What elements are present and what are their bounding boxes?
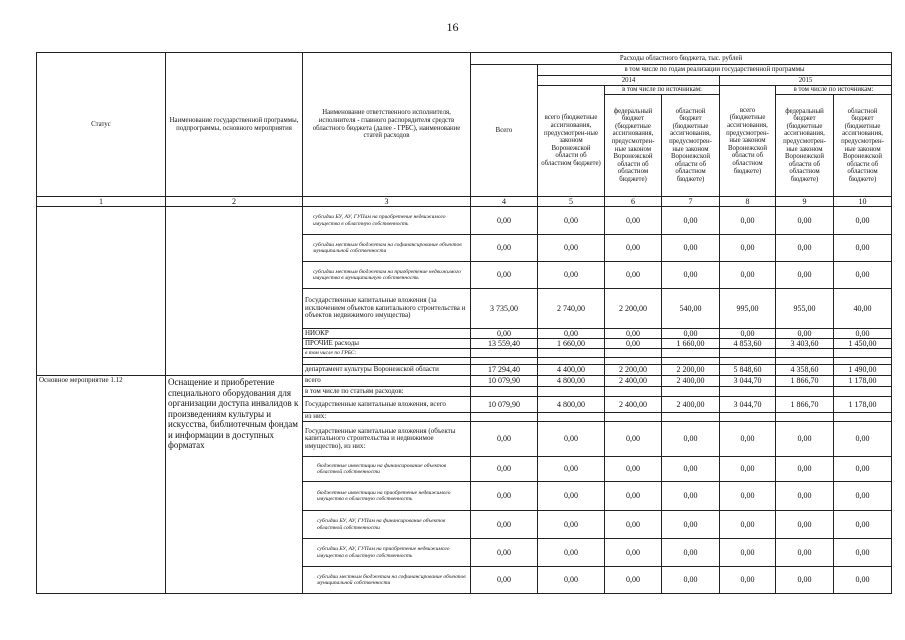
table-row: [37, 207, 892, 235]
grbs-note: в том числе по ГРБС:: [303, 349, 471, 358]
value-cell: 1 490,00: [834, 365, 892, 376]
value-cell: 0,00: [776, 567, 834, 594]
row-label: субсидии местным бюджетам на приобретение недвижимого имущества в муниципальную собственность: [303, 262, 471, 289]
value-cell: 540,00: [662, 289, 720, 329]
table-row: [37, 376, 892, 387]
value-cell: 0,00: [605, 482, 662, 511]
value-cell: 0,00: [605, 457, 662, 482]
value-cell: 0,00: [471, 567, 538, 594]
budget-table: [36, 52, 892, 594]
value-cell: 0,00: [538, 207, 605, 235]
value-cell: 2 200,00: [605, 365, 662, 376]
value-cell: 955,00: [776, 289, 834, 329]
value-cell: 4 800,00: [538, 376, 605, 387]
value-cell: 0,00: [538, 329, 605, 339]
value-cell: 0,00: [471, 511, 538, 539]
value-cell: 2 400,00: [605, 397, 662, 413]
program-cell-empty: [166, 207, 303, 376]
value-cell: 0,00: [834, 457, 892, 482]
value-cell: 0,00: [538, 482, 605, 511]
value-cell: 0,00: [538, 235, 605, 262]
value-cell: 1 178,00: [834, 376, 892, 387]
value-cell: 4 800,00: [538, 397, 605, 413]
value-cell: 0,00: [471, 422, 538, 457]
value-cell: 0,00: [538, 511, 605, 539]
value-cell: 3 044,70: [720, 376, 776, 387]
col-index: 2: [166, 197, 303, 207]
value-cell: 4 358,60: [776, 365, 834, 376]
value-cell: 0,00: [720, 207, 776, 235]
value-cell: 1 660,00: [662, 339, 720, 349]
value-cell: 0,00: [834, 539, 892, 567]
value-cell: 0,00: [605, 262, 662, 289]
value-cell: 0,00: [538, 567, 605, 594]
value-cell: 0,00: [471, 207, 538, 235]
row-label: субсидии местным бюджетам на софинансирование объектов муниципальной собственности: [303, 567, 471, 594]
value-cell: 0,00: [471, 262, 538, 289]
header-expenses-title: Расходы областного бюджета, тыс. рублей: [471, 53, 892, 65]
value-cell: 0,00: [776, 262, 834, 289]
header-2015-regional: областной бюджет (бюджетные ассигнования, предусмотрен-ные законом Воронежской области об областном бюджете): [834, 95, 892, 197]
value-cell: 0,00: [834, 329, 892, 339]
value-cell: 0,00: [834, 422, 892, 457]
value-cell: 0,00: [720, 329, 776, 339]
value-cell: 0,00: [776, 539, 834, 567]
value-cell: 0,00: [662, 482, 720, 511]
header-2014-sources: в том числе по источникам:: [605, 86, 720, 95]
value-cell: 995,00: [720, 289, 776, 329]
status-cell-empty: [37, 207, 166, 376]
value-cell: 0,00: [662, 567, 720, 594]
value-cell: 0,00: [471, 539, 538, 567]
value-cell: 0,00: [834, 262, 892, 289]
value-cell: 0,00: [776, 207, 834, 235]
header-2014-total: всего (бюджетные ассигнования, предусмотрен-ные законом Воронежской области об областном бюджете): [538, 86, 605, 197]
value-cell: 0,00: [662, 539, 720, 567]
col-index: 10: [834, 197, 892, 207]
col-index: 5: [538, 197, 605, 207]
value-cell: 0,00: [834, 235, 892, 262]
value-cell: 2 400,00: [662, 376, 720, 387]
value-cell: 1 866,70: [776, 376, 834, 387]
value-cell: 0,00: [538, 262, 605, 289]
col-index: 1: [37, 197, 166, 207]
value-cell: 0,00: [605, 422, 662, 457]
header-total: Всего: [471, 65, 538, 197]
value-cell: 3 403,60: [776, 339, 834, 349]
value-cell: 0,00: [662, 511, 720, 539]
articles-note: в том числе по статьям расходов:: [303, 387, 471, 397]
value-cell: 2 200,00: [662, 365, 720, 376]
value-cell: 0,00: [720, 511, 776, 539]
value-cell: 0,00: [720, 235, 776, 262]
col-index: 9: [776, 197, 834, 207]
value-cell: 0,00: [662, 207, 720, 235]
value-cell: 17 294,40: [471, 365, 538, 376]
value-cell: 0,00: [776, 422, 834, 457]
value-cell: 3 044,70: [720, 397, 776, 413]
value-cell: 0,00: [720, 567, 776, 594]
value-cell: 0,00: [720, 539, 776, 567]
value-cell: 0,00: [605, 539, 662, 567]
row-label: Государственные капитальные вложения, всего: [303, 397, 471, 413]
value-cell: 0,00: [471, 235, 538, 262]
value-cell: 4 853,60: [720, 339, 776, 349]
value-cell: 0,00: [834, 207, 892, 235]
value-cell: 0,00: [776, 457, 834, 482]
of-them-note: из них:: [303, 413, 471, 422]
row-label: Государственные капитальные вложения (объекты капитального строительства и недвижимое имущество), из них:: [303, 422, 471, 457]
row-label: НИОКР: [303, 329, 471, 339]
header-2015-total: всего (бюджетные ассигнования, предусмотрен-ные законом Воронежской области об областном бюджете): [720, 86, 776, 197]
value-cell: 0,00: [471, 329, 538, 339]
value-cell: 0,00: [538, 539, 605, 567]
value-cell: 2 200,00: [605, 289, 662, 329]
row-label: всего: [303, 376, 471, 387]
value-cell: 0,00: [662, 235, 720, 262]
page-number: 16: [446, 20, 459, 34]
value-cell: 1 450,00: [834, 339, 892, 349]
row-label: бюджетные инвестиции на приобретение недвижимого имущества в областную собственность: [303, 482, 471, 511]
value-cell: 0,00: [662, 422, 720, 457]
value-cell: 0,00: [776, 511, 834, 539]
col-index: 8: [720, 197, 776, 207]
value-cell: 1 866,70: [776, 397, 834, 413]
value-cell: 0,00: [776, 329, 834, 339]
value-cell: 0,00: [471, 457, 538, 482]
value-cell: 2 740,00: [538, 289, 605, 329]
col-index: 6: [605, 197, 662, 207]
value-cell: 10 079,90: [471, 376, 538, 387]
value-cell: 2 400,00: [662, 397, 720, 413]
row-label: департамент культуры Воронежской области: [303, 365, 471, 376]
header-2014-federal: федеральный бюджет (бюджетные ассигнования, предусмотрен-ные законом Воронежской области об областном бюджете): [605, 95, 662, 197]
value-cell: 0,00: [720, 422, 776, 457]
row-label: ПРОЧИЕ расходы: [303, 339, 471, 349]
header-2015-federal: федеральный бюджет (бюджетные ассигнования, предусмотрен-ные законом Воронежской области об областном бюджете): [776, 95, 834, 197]
value-cell: 3 735,00: [471, 289, 538, 329]
row-label: субсидии БУ, АУ, ГУПам на приобретение недвижимого имущества в областную собственность: [303, 207, 471, 235]
header-executor-name: Наименование ответственного исполнителя, исполнителя - главного распорядителя средств областного бюджета (далее - ГРБС), наименование статей расходов: [303, 53, 471, 197]
value-cell: 0,00: [538, 422, 605, 457]
header-program-name: Наименование государственной программы, подпрограммы, основного мероприятия: [166, 53, 303, 197]
value-cell: 0,00: [662, 457, 720, 482]
value-cell: 0,00: [776, 482, 834, 511]
col-index: 4: [471, 197, 538, 207]
header-year-2015: 2015: [720, 76, 892, 86]
value-cell: 0,00: [720, 262, 776, 289]
row-label: бюджетные инвестиции на финансирование объектов областной собственности: [303, 457, 471, 482]
header-status: Статус: [37, 53, 166, 197]
col-index: 3: [303, 197, 471, 207]
row-label: субсидии БУ, АУ, ГУПам на приобретение недвижимого имущества в областную собственность: [303, 539, 471, 567]
value-cell: 0,00: [605, 207, 662, 235]
value-cell: 0,00: [662, 329, 720, 339]
value-cell: 0,00: [605, 339, 662, 349]
header-2014-regional: областной бюджет (бюджетные ассигнования, предусмотрен-ные законом Воронежской области об областном бюджете): [662, 95, 720, 197]
header-year-2014: 2014: [538, 76, 720, 86]
value-cell: 0,00: [834, 511, 892, 539]
header-by-years: в том числе по годам реализации государственной программы: [538, 65, 892, 76]
measure-status: Основное мероприятие 1.12: [37, 376, 166, 594]
value-cell: 4 400,00: [538, 365, 605, 376]
value-cell: 5 848,60: [720, 365, 776, 376]
col-index: 7: [662, 197, 720, 207]
value-cell: 0,00: [605, 235, 662, 262]
row-label: Государственные капитальные вложения (за исключением объектов капитального строительства и объектов недвижимого имущества): [303, 289, 471, 329]
value-cell: 0,00: [471, 482, 538, 511]
header-2015-sources: в том числе по источникам:: [776, 86, 892, 95]
value-cell: 0,00: [720, 457, 776, 482]
value-cell: 0,00: [538, 457, 605, 482]
value-cell: 0,00: [834, 567, 892, 594]
row-label: субсидии БУ, АУ, ГУПам на финансирование объектов областной собственности: [303, 511, 471, 539]
value-cell: 0,00: [720, 482, 776, 511]
value-cell: 0,00: [605, 329, 662, 339]
value-cell: 0,00: [776, 235, 834, 262]
row-label: субсидии местным бюджетам на софинансирование объектов муниципальной собственности: [303, 235, 471, 262]
value-cell: 1 660,00: [538, 339, 605, 349]
value-cell: 1 178,00: [834, 397, 892, 413]
value-cell: 0,00: [605, 511, 662, 539]
measure-name: Оснащение и приобретение специального оборудования для организации доступа инвалидов к произведениям культуры и искусства, библиотечным фондам и информации в доступных форматах: [166, 376, 303, 594]
value-cell: 2 400,00: [605, 376, 662, 387]
value-cell: 0,00: [662, 262, 720, 289]
value-cell: 0,00: [605, 567, 662, 594]
value-cell: 0,00: [834, 482, 892, 511]
value-cell: 13 559,40: [471, 339, 538, 349]
value-cell: 10 079,90: [471, 397, 538, 413]
column-index-row: [37, 197, 892, 207]
value-cell: 40,00: [834, 289, 892, 329]
